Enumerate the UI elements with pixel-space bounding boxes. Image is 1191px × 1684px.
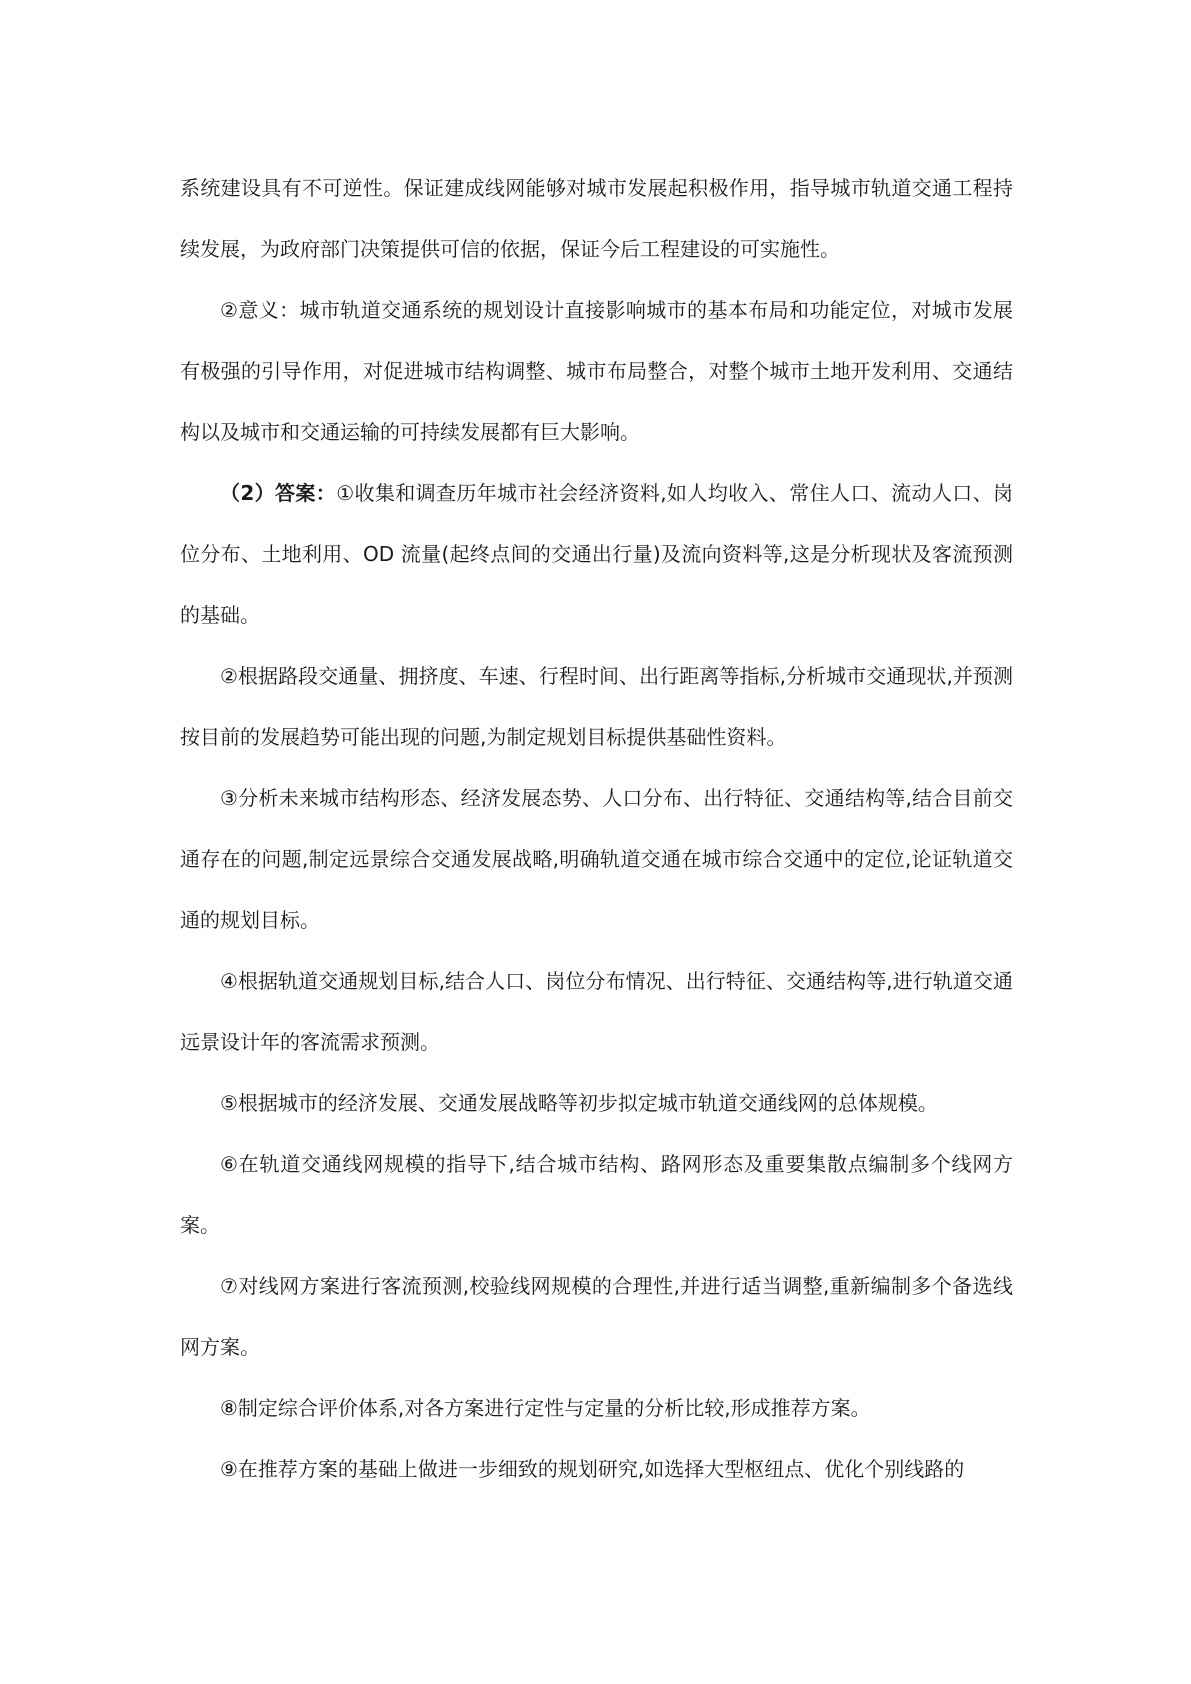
paragraph-step-5: ⑤根据城市的经济发展、交通发展战略等初步拟定城市轨道交通线网的总体规模。 [220, 1091, 938, 1115]
paragraph-step-6: ⑥在轨道交通线网规模的指导下,结合城市结构、路网形态及重要集散点编制多个线网方案。 [180, 1152, 1013, 1237]
paragraph-step-3: ③分析未来城市结构形态、经济发展态势、人口分布、出行特征、交通结构等,结合目前交通存在的问题,制定远景综合交通发展战略,明确轨道交通在城市综合交通中的定位,论证轨道交通的规划目标。 [180, 786, 1013, 932]
paragraph-step-2: ②根据路段交通量、拥挤度、车速、行程时间、出行距离等指标,分析城市交通现状,并预测按目前的发展趋势可能出现的问题,为制定规划目标提供基础性资料。 [180, 664, 1013, 749]
paragraph-continuation: 系统建设具有不可逆性。保证建成线网能够对城市发展起积极作用，指导城市轨道交通工程持续发展，为政府部门决策提供可信的依据，保证今后工程建设的可实施性。 [180, 176, 1013, 261]
answer-label: （2）答案： [220, 481, 337, 505]
paragraph-step-7: ⑦对线网方案进行客流预测,校验线网规模的合理性,并进行适当调整,重新编制多个备选线网方案。 [180, 1274, 1013, 1359]
paragraph-step-4: ④根据轨道交通规划目标,结合人口、岗位分布情况、出行特征、交通结构等,进行轨道交通远景设计年的客流需求预测。 [180, 969, 1013, 1054]
paragraph-step-9: ⑨在推荐方案的基础上做进一步细致的规划研究,如选择大型枢纽点、优化个别线路的 [220, 1457, 965, 1481]
document-body [180, 158, 1013, 1500]
answer-text: ①收集和调查历年城市社会经济资料,如人均收入、常住人口、流动人口、岗位分布、土地利用、OD 流量(起终点间的交通出行量)及流向资料等,这是分析现状及客流预测的基础。 [180, 481, 1013, 627]
paragraph-step-8: ⑧制定综合评价体系,对各方案进行定性与定量的分析比较,形成推荐方案。 [220, 1396, 871, 1420]
paragraph-answer-2 [180, 463, 1013, 646]
paragraph-significance: ②意义：城市轨道交通系统的规划设计直接影响城市的基本布局和功能定位，对城市发展有极强的引导作用，对促进城市结构调整、城市布局整合，对整个城市土地开发利用、交通结构以及城市和交通运输的可持续发展都有巨大影响。 [180, 298, 1013, 444]
